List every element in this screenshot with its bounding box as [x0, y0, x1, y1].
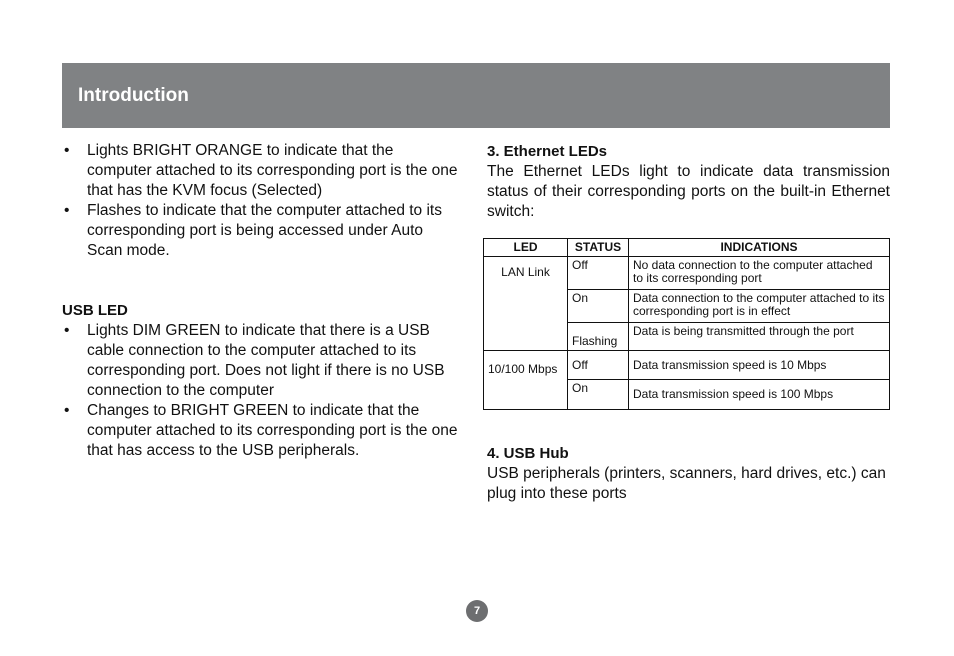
header-status: STATUS: [568, 239, 629, 257]
ethernet-leds-text: The Ethernet LEDs light to indicate data transmission status of their corresponding ports on the built-in Ethernet switch:: [487, 163, 890, 220]
bullet-flashes: • Flashes to indicate that the computer attached to its corresponding port is being accessed under Auto Scan mode.: [62, 201, 462, 261]
usb-hub-text: USB peripherals (printers, scanners, hard drives, etc.) can plug into these ports: [487, 465, 886, 502]
status-cell: Flashing: [568, 323, 629, 351]
page-title: Introduction: [78, 85, 189, 106]
indication-cell: Data transmission speed is 10 Mbps: [629, 351, 890, 380]
led-table: [483, 238, 890, 410]
table-row: [484, 351, 890, 380]
indication-cell: No data connection to the computer attached to its corresponding port: [629, 257, 890, 290]
header-led: LED: [484, 239, 568, 257]
right-column: [487, 142, 890, 222]
indication-cell: Data is being transmitted through the port: [629, 323, 890, 351]
page-header: [62, 63, 890, 128]
usb-hub-section: [487, 444, 890, 504]
usb-hub-heading: 4. USB Hub: [487, 445, 569, 462]
status-cell: On: [568, 290, 629, 323]
bullet-bright-orange: • Lights BRIGHT ORANGE to indicate that the computer attached to its corresponding port is the one that has the KVM focus (Selected): [62, 141, 462, 201]
table-header-row: [484, 239, 890, 257]
led-speed: 10/100 Mbps: [484, 351, 568, 410]
page-number: 7: [466, 600, 488, 622]
status-cell: Off: [568, 257, 629, 290]
led-lan-link: LAN Link: [484, 257, 568, 351]
status-cell: Off: [568, 351, 629, 380]
table-row: [484, 257, 890, 290]
usb-led-bullets: [62, 321, 462, 461]
ethernet-leds-heading: 3. Ethernet LEDs: [487, 143, 608, 160]
bullet-dim-green: • Lights DIM GREEN to indicate that there is a USB cable connection to the computer attached to its corresponding port. Does not light if there is no USB connection to the computer: [62, 321, 462, 401]
bullet-bright-green: • Changes to BRIGHT GREEN to indicate that the computer attached to its corresponding port is the one that has access to the USB peripherals.: [62, 401, 462, 461]
usb-led-heading: USB LED: [62, 302, 128, 319]
status-cell: On: [568, 380, 629, 410]
indication-cell: Data transmission speed is 100 Mbps: [629, 380, 890, 410]
kvm-led-bullets: [62, 141, 462, 261]
header-indications: INDICATIONS: [629, 239, 890, 257]
left-column: [62, 141, 462, 461]
indication-cell: Data connection to the computer attached to its corresponding port is in effect: [629, 290, 890, 323]
